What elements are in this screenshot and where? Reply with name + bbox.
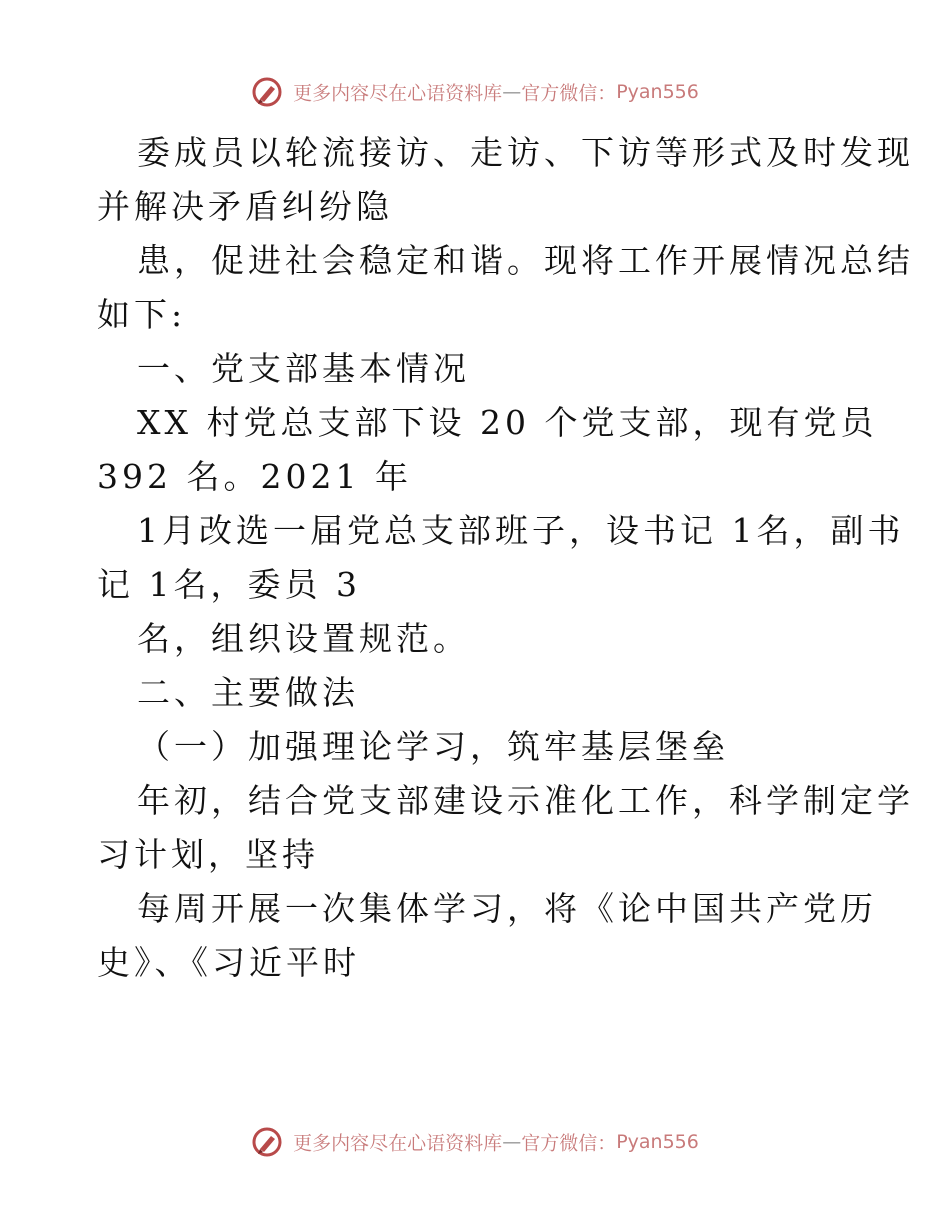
body-line: 史》、《习近平时 — [97, 943, 360, 982]
body-line: XX 村党总支部下设 20 个党支部，现有党员 — [137, 403, 878, 442]
body-line: 名，组织设置规范。 — [137, 619, 470, 658]
document-body — [97, 126, 914, 990]
watermark-wechat-label: 官方微信： — [521, 82, 617, 105]
body-line: 392 名。2021 年 — [97, 457, 412, 496]
watermark-wechat-id: Pyan556 — [616, 1131, 699, 1153]
watermark-separator: — — [502, 81, 522, 103]
pen-in-circle-icon — [251, 76, 283, 108]
watermark-separator: — — [502, 1131, 522, 1153]
body-line: 习计划，坚持 — [97, 835, 319, 874]
pen-in-circle-icon — [251, 1126, 283, 1158]
section-heading: 一、党支部基本情况 — [137, 349, 470, 388]
subsection-heading: （一）加强理论学习，筑牢基层堡垒 — [137, 727, 729, 766]
watermark-wechat-id: Pyan556 — [616, 81, 699, 103]
watermark-wechat-label: 官方微信： — [521, 1132, 617, 1155]
body-line: 患，促进社会稳定和谐。现将工作开展情况总结 — [137, 241, 914, 280]
body-line: 如下: — [97, 295, 187, 334]
body-line: 委成员以轮流接访、走访、下访等形式及时发现 — [137, 133, 914, 172]
body-line: 并解决矛盾纠纷隐 — [97, 187, 393, 226]
footer-watermark — [0, 1126, 950, 1158]
body-line: 记 1名，委员 3 — [97, 565, 361, 604]
body-line: 每周开展一次集体学习，将《论中国共产党历 — [137, 889, 877, 928]
watermark-text: 更多内容尽在心语资料库 — [293, 82, 503, 105]
section-heading: 二、主要做法 — [137, 673, 359, 712]
watermark-text: 更多内容尽在心语资料库 — [293, 1132, 503, 1155]
body-line: 1月改选一届党总支部班子，设书记 1名，副书 — [137, 511, 905, 550]
header-watermark — [0, 76, 950, 108]
body-line: 年初，结合党支部建设示准化工作，科学制定学 — [137, 781, 914, 820]
